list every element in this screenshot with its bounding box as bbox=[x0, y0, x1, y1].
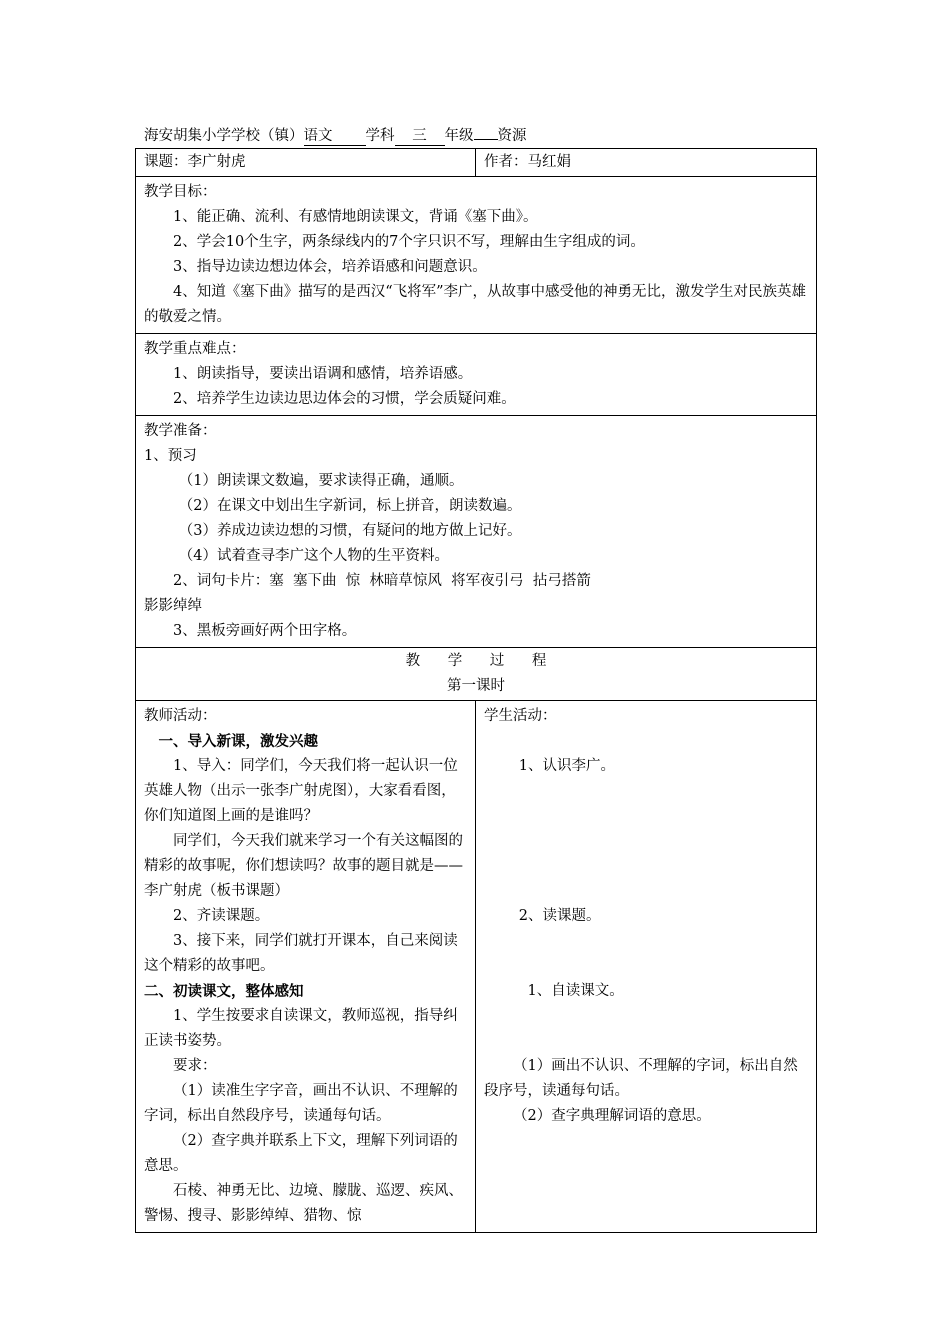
key-point-item: 2、培养学生边读边思边体会的习惯，学会质疑问难。 bbox=[173, 391, 516, 407]
objective-item: 2、学会10个生字，两条绿线内的7个字只识不写，理解由生字组成的词。 bbox=[173, 234, 645, 250]
process-title: 教学过程 bbox=[405, 653, 574, 669]
objectives-row bbox=[136, 177, 817, 334]
section-heading: 二、初读课文，整体感知 bbox=[144, 983, 304, 1000]
key-points-heading: 教学重点难点： bbox=[144, 341, 246, 357]
resource-blank bbox=[474, 139, 498, 140]
objective-item: 3、指导边读边想边体会，培养语感和问题意识。 bbox=[173, 259, 487, 275]
teacher-self-read: 1、学生按要求自读课文，教师巡视，指导纠正读书姿势。 bbox=[144, 1008, 458, 1049]
grade-suffix: 年级 bbox=[444, 128, 474, 144]
grade-value: 三 bbox=[412, 128, 427, 144]
title-row bbox=[136, 149, 817, 177]
resource-label: 资源 bbox=[497, 128, 527, 144]
process-title-line bbox=[144, 649, 808, 674]
process-row bbox=[136, 648, 817, 701]
word-cards: 2、词句卡片：塞 塞下曲 惊 林暗草惊风 将军夜引弓 拈弓搭箭 bbox=[173, 573, 591, 589]
objective-item: 1、能正确、流利、有感情地朗读课文，背诵《塞下曲》。 bbox=[173, 209, 538, 225]
teacher-require: 要求： bbox=[173, 1058, 217, 1074]
key-points-row bbox=[136, 334, 817, 416]
teacher-open-book: 3、接下来，同学们就打开课本，自己来阅读这个精彩的故事吧。 bbox=[144, 933, 458, 974]
author-cell: 作者：马红娟 bbox=[476, 149, 817, 177]
student-item: （1）画出不认识、不理解的字词，标出自然段序号，读通每句话。 bbox=[484, 1058, 798, 1099]
preparation-row bbox=[136, 416, 817, 648]
process-cell bbox=[136, 648, 817, 701]
topic-cell: 课题：李广射虎 bbox=[136, 149, 476, 177]
student-activity-cell bbox=[476, 701, 817, 1233]
student-heading: 学生活动： bbox=[484, 708, 557, 724]
preview-subitem: （4）试着查寻李广这个人物的生平资料。 bbox=[178, 548, 450, 564]
requirement-item: （1）读准生字字音，画出不认识、不理解的字词，标出自然段序号，读通每句话。 bbox=[144, 1083, 458, 1124]
preview-subitem: （2）在课文中划出生字新词，标上拼音，朗读数遍。 bbox=[178, 498, 522, 514]
vocabulary-list: 石棱、神勇无比、边境、朦胧、巡逻、疾风、警惕、搜寻、影影绰绰、猎物、惊 bbox=[144, 1183, 463, 1224]
word-cards-continued: 影影绰绰 bbox=[144, 598, 202, 614]
document-header bbox=[144, 126, 527, 146]
key-point-item: 1、朗读指导，要读出语调和感情，培养语感。 bbox=[173, 366, 473, 382]
preparation-cell bbox=[136, 416, 817, 648]
board-prep: 3、黑板旁画好两个田字格。 bbox=[173, 623, 357, 639]
activities-row bbox=[136, 701, 817, 1233]
student-item: 2、读课题。 bbox=[518, 908, 601, 924]
lesson-plan-table bbox=[135, 148, 817, 1233]
key-points-cell bbox=[136, 334, 817, 416]
section-heading: 一、导入新课，激发兴趣 bbox=[158, 733, 318, 750]
subject-field bbox=[304, 128, 366, 146]
preview-subitem: （3）养成边读边想的习惯，有疑问的地方做上记好。 bbox=[178, 523, 522, 539]
requirement-item: （2）查字典并联系上下文，理解下列词语的意思。 bbox=[144, 1133, 458, 1174]
school-name: 海安胡集小学学校（镇） bbox=[144, 128, 304, 144]
teacher-intro: 1、导入：同学们，今天我们将一起认识一位英雄人物（出示一张李广射虎图），大家看看图，你们知道图上画的是谁吗？ bbox=[144, 758, 458, 824]
subject-value: 语文 bbox=[303, 128, 333, 144]
preparation-preview: 1、预习 bbox=[144, 448, 197, 464]
teacher-activity-cell bbox=[136, 701, 476, 1233]
preview-subitem: （1）朗读课文数遍，要求读得正确，通顺。 bbox=[178, 473, 464, 489]
student-item: 1、认识李广。 bbox=[518, 758, 616, 774]
objectives-heading: 教学目标： bbox=[144, 184, 217, 200]
subject-suffix: 学科 bbox=[365, 128, 395, 144]
teacher-heading: 教师活动： bbox=[144, 708, 217, 724]
objectives-cell bbox=[136, 177, 817, 334]
student-item: （2）查字典理解词语的意思。 bbox=[513, 1108, 711, 1124]
objective-item: 4、知道《塞下曲》描写的是西汉“飞将军”李广，从故事中感受他的神勇无比，激发学生对民族英雄的敬爱之情。 bbox=[144, 284, 807, 325]
grade-field bbox=[395, 128, 445, 146]
teacher-read-title: 2、齐读课题。 bbox=[173, 908, 270, 924]
lesson-label: 第一课时 bbox=[447, 678, 505, 694]
teacher-intro-2: 同学们，今天我们就来学习一个有关这幅图的精彩的故事呢，你们想读吗？故事的题目就是——李广射虎（板书课题） bbox=[144, 833, 463, 899]
student-item: 1、自读课文。 bbox=[527, 983, 624, 999]
preparation-heading: 教学准备： bbox=[144, 423, 217, 439]
